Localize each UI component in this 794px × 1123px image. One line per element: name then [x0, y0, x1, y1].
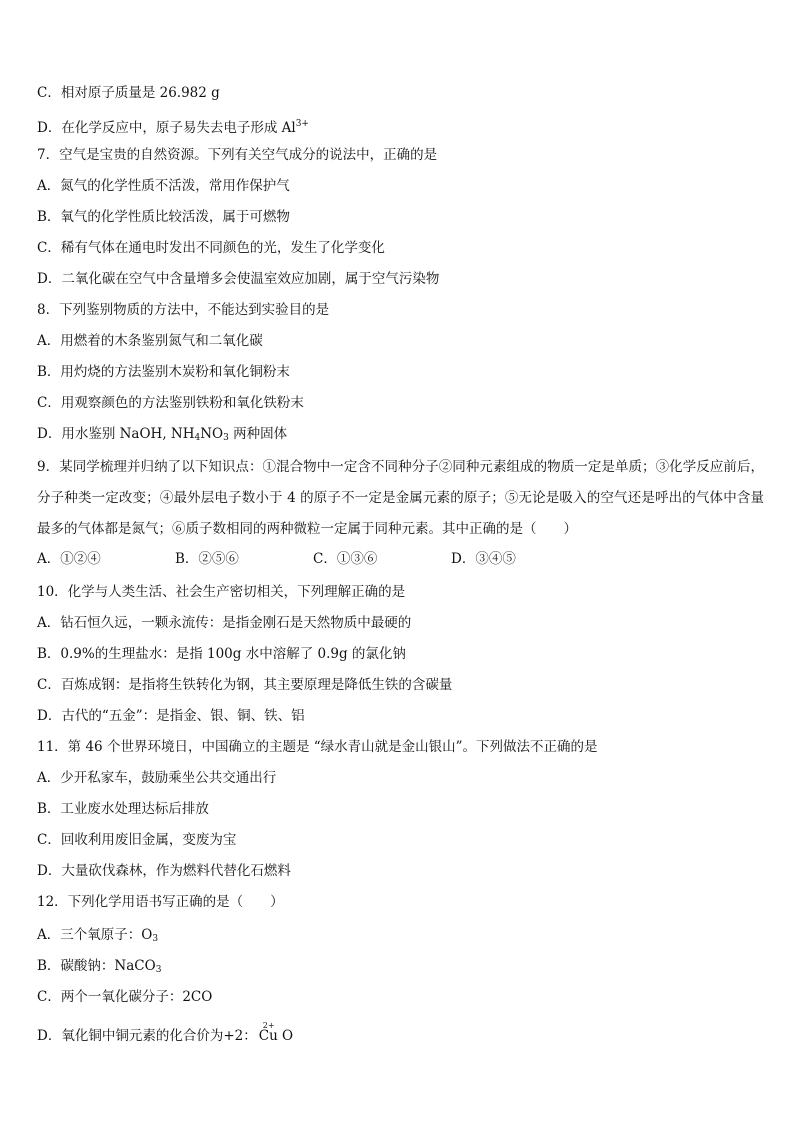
- no3-subscript: 3: [223, 433, 229, 443]
- q8-option-d: [37, 425, 764, 447]
- q10-option-d: D．古代的“五金”：是指金、银、铜、铁、铝: [37, 708, 305, 724]
- q6-option-d-text: D．在化学反应中，原子易失去电子形成 Al: [37, 120, 296, 136]
- q8-option-b: B．用灼烧的方法鉴别木炭粉和氧化铜粉末: [37, 364, 290, 380]
- q12-option-a: [37, 926, 764, 948]
- q6-option-c: C．相对原子质量是 26.982 g: [37, 85, 220, 101]
- q9-stem: 9．某同学梳理并归纳了以下知识点：①混合物中一定含不同种分子②同种元素组成的物质一定是单质；③化学反应前后，分子种类一定改变；④最外层电子数小于 4 的原子不一定是金属元素的原子；⑤无论是吸入的空气还是呼出的气体中含量最多的气体都是氮气；⑥质子数相同的两种微粒一定属于同种元素。其中正确的是（ ）: [37, 459, 764, 537]
- q12-stem: 12．下列化学用语书写正确的是（ ）: [37, 894, 284, 910]
- q10-option-c: C．百炼成钢：是指将生铁转化为钢，其主要原理是降低生铁的含碳量: [37, 677, 453, 693]
- q12-option-b: [37, 957, 764, 979]
- nh4-subscript: 4: [194, 433, 201, 443]
- co3-subscript: 3: [155, 965, 162, 975]
- q11-option-b: B．工业废水处理达标后排放: [37, 801, 209, 817]
- q9-option-c: C．①③⑥: [313, 551, 378, 567]
- q12-option-c: C．两个一氧化碳分子：2CO: [37, 989, 213, 1005]
- q10-stem: 10．化学与人类生活、社会生产密切相关，下列理解正确的是: [37, 584, 406, 600]
- q8-option-d-text: D．用水鉴别 NaOH, NH: [37, 426, 195, 442]
- q8-option-c: C．用观察颜色的方法鉴别铁粉和氧化铁粉末: [37, 395, 304, 411]
- cu-valence: 2+: [262, 1021, 275, 1030]
- al-charge: 3+: [295, 119, 309, 129]
- q12-option-b-text: B．碳酸钠：NaCO: [37, 958, 156, 974]
- q8-option-a: A．用燃着的木条鉴别氮气和二氧化碳: [37, 333, 263, 349]
- q7-option-c: C．稀有气体在通电时发出不同颜色的光，发生了化学变化: [37, 240, 385, 256]
- q7-option-a: A．氮气的化学性质不活泼，常用作保护气: [37, 178, 290, 194]
- q11-option-d: D．大量砍伐森林，作为燃料代替化石燃料: [37, 863, 291, 879]
- q10-option-b: B．0.9%的生理盐水：是指 100g 水中溶解了 0.9g 的氯化钠: [37, 646, 406, 662]
- q10-option-a: A．钻石恒久远，一颗永流传：是指金刚石是天然物质中最硬的: [37, 615, 412, 631]
- q12-option-a-text: A．三个氧原子：O: [37, 927, 153, 943]
- q9-option-b: B．②⑤⑥: [175, 551, 239, 567]
- q11-stem: 11．第 46 个世界环境日，中国确立的主题是 “绿水青山就是金山银山”。下列做法不正确的是: [37, 739, 598, 755]
- q7-stem: 7．空气是宝贵的自然资源。下列有关空气成分的说法中，正确的是: [37, 147, 438, 163]
- q8-stem: 8．下列鉴别物质的方法中，不能达到实验目的是: [37, 302, 330, 318]
- q7-option-d: D．二氧化碳在空气中含量增多会使温室效应加剧，属于空气污染物: [37, 271, 440, 287]
- q9-option-d: D．③④⑤: [451, 551, 516, 567]
- q12-option-d: [37, 1021, 764, 1045]
- q9-options: [37, 550, 764, 568]
- q6-option-d: [37, 115, 764, 137]
- q7-option-b: B．氧气的化学性质比较活泼，属于可燃物: [37, 209, 290, 225]
- o3-subscript: 3: [152, 934, 159, 944]
- q12-option-d-text: D．氧化铜中铜元素的化合价为+2：: [37, 1028, 257, 1044]
- q8-option-d-tail: 两种固体: [228, 426, 288, 442]
- q11-option-c: C．回收利用废旧金属，变废为宝: [37, 832, 237, 848]
- no-text: NO: [200, 426, 224, 442]
- cuo-text: Cu O: [258, 1028, 294, 1044]
- cuo-formula: [258, 1021, 294, 1045]
- q11-option-a: A．少开私家车，鼓励乘坐公共交通出行: [37, 770, 277, 786]
- q9-option-a: A．①②④: [37, 551, 101, 567]
